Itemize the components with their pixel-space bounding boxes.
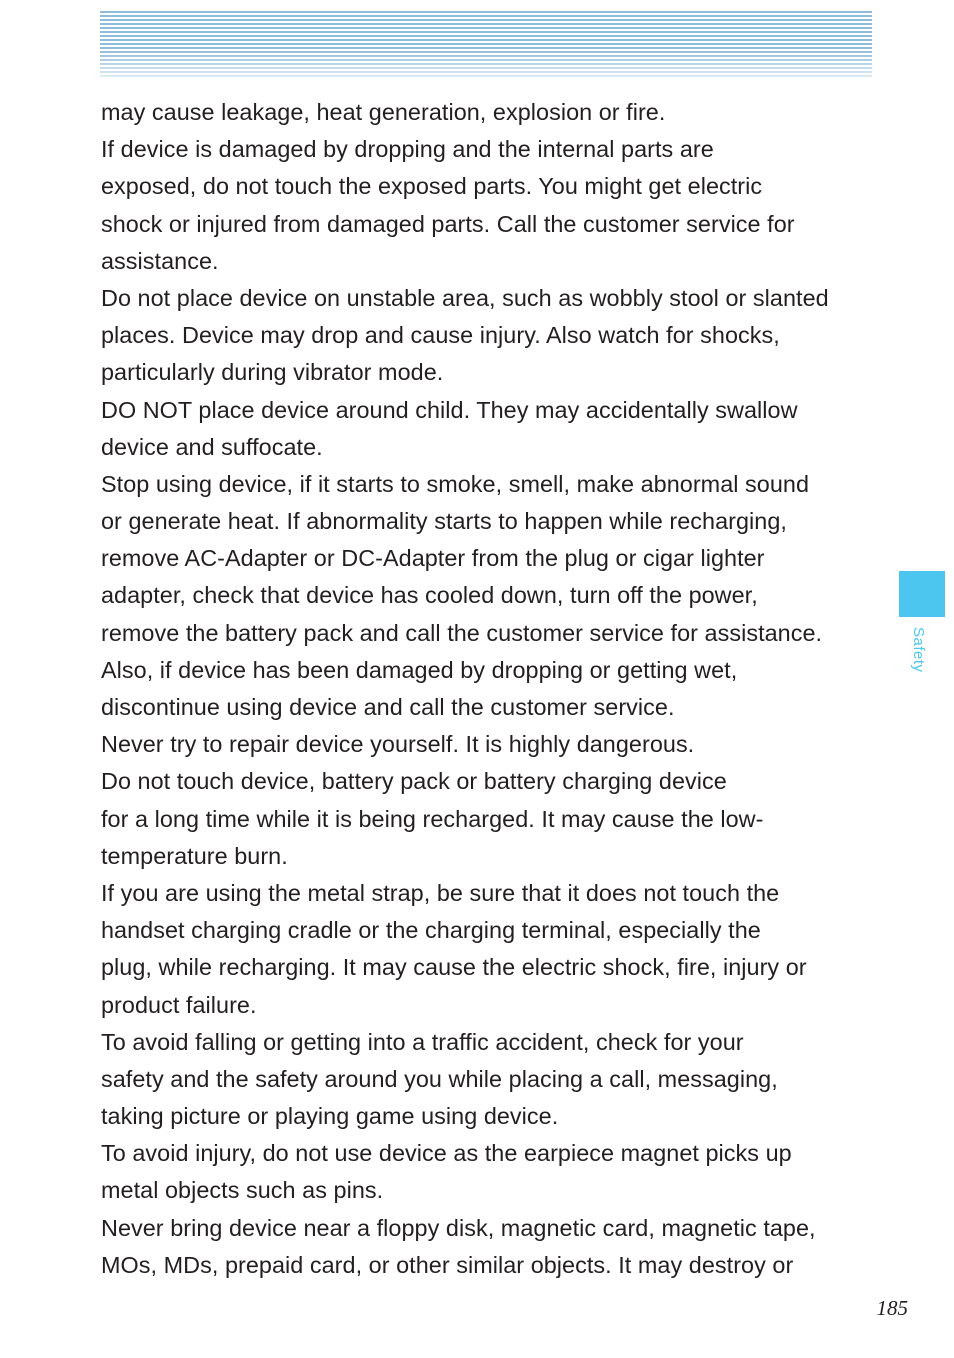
text-line: temperature burn. xyxy=(101,842,288,869)
text-line: particularly during vibrator mode. xyxy=(101,359,444,386)
text-line: taking picture or playing game using device. xyxy=(101,1103,559,1130)
text-line: remove AC-Adapter or DC-Adapter from the plug or cigar lighter xyxy=(101,545,765,572)
text-line: Also, if device has been damaged by dropping or getting wet, xyxy=(101,656,738,683)
text-line: discontinue using device and call the customer service. xyxy=(101,694,675,720)
text-line: device and suffocate. xyxy=(101,433,323,460)
text-line: MOs, MDs, prepaid card, or other similar objects. It may destroy or xyxy=(101,1251,794,1278)
text-line: may cause leakage, heat generation, explosion or fire. xyxy=(101,99,666,125)
text-line: Do not touch device, battery pack or battery charging device xyxy=(101,768,727,795)
page-number: 185 xyxy=(876,1296,908,1320)
text-line: assistance. xyxy=(101,247,219,274)
text-line: DO NOT place device around child. They may accidentally swallow xyxy=(101,396,798,423)
text-line: safety and the safety around you while placing a call, messaging, xyxy=(101,1065,778,1092)
text-line: If you are using the metal strap, be sure that it does not touch the xyxy=(101,879,780,906)
text-line: or generate heat. If abnormality starts to happen while recharging, xyxy=(101,508,787,535)
text-line: Stop using device, if it starts to smoke, smell, make abnormal sound xyxy=(101,470,810,497)
text-line: adapter, check that device has cooled down, turn off the power, xyxy=(101,582,758,609)
text-line: Do not place device on unstable area, such as wobbly stool or slanted xyxy=(101,284,829,311)
text-line: shock or injured from damaged parts. Call the customer service for xyxy=(101,210,795,237)
section-tab-label: Safety xyxy=(910,627,927,673)
header-stripe-bar xyxy=(100,11,872,79)
text-line: remove the battery pack and call the customer service for assistance. xyxy=(101,619,823,646)
text-line: handset charging cradle or the charging terminal, especially the xyxy=(101,917,761,944)
text-line: To avoid falling or getting into a traffic accident, check for your xyxy=(101,1028,744,1055)
text-line: Never try to repair device yourself. It is highly dangerous. xyxy=(101,731,695,758)
text-line: If device is damaged by dropping and the internal parts are xyxy=(101,136,714,163)
body-text xyxy=(101,94,881,1284)
text-line: exposed, do not touch the exposed parts. You might get electric xyxy=(101,173,763,200)
text-line: for a long time while it is being recharged. It may cause the low- xyxy=(101,805,764,832)
text-line: plug, while recharging. It may cause the electric shock, fire, injury or xyxy=(101,954,807,981)
text-line: metal objects such as pins. xyxy=(101,1177,384,1204)
text-line: Never bring device near a floppy disk, magnetic card, magnetic tape, xyxy=(101,1214,816,1241)
text-line: places. Device may drop and cause injury. Also watch for shocks, xyxy=(101,322,780,349)
section-tab-marker xyxy=(899,571,945,617)
text-line: product failure. xyxy=(101,991,257,1018)
text-line: To avoid injury, do not use device as the earpiece magnet picks up xyxy=(101,1140,792,1167)
